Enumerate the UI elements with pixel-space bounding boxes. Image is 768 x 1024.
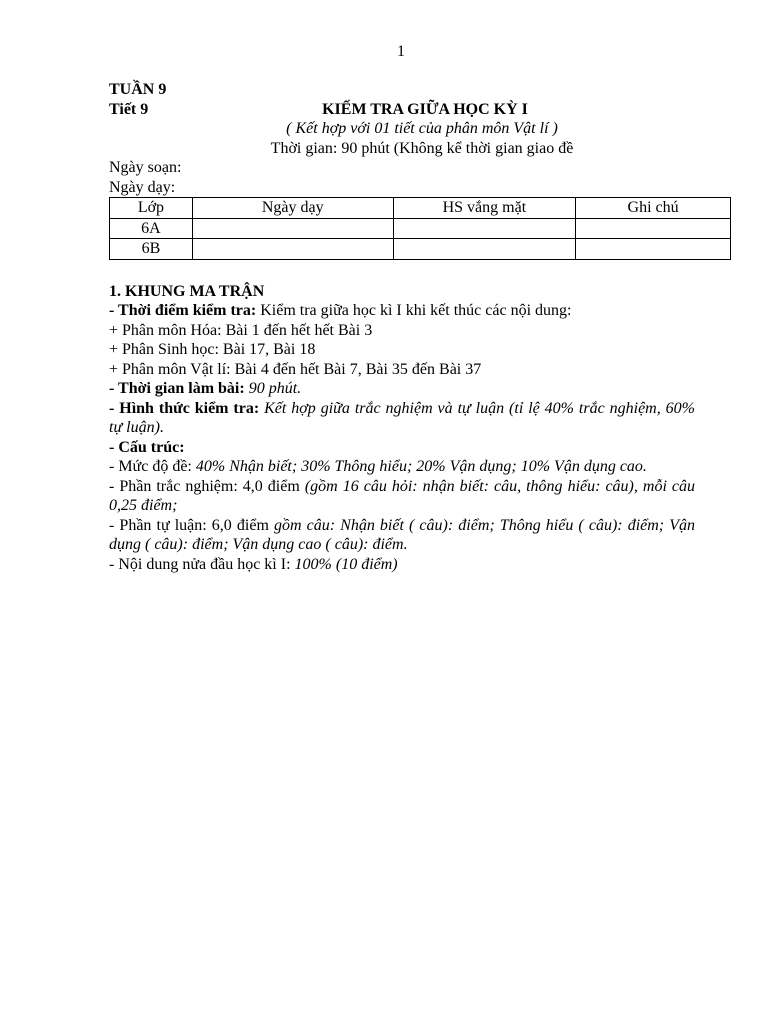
- structure-label: - Cấu trúc:: [109, 438, 185, 456]
- document-title: KIẾM TRA GIỮA HỌC KỲ I: [322, 100, 528, 118]
- title-row: [109, 100, 695, 120]
- table-cell: [192, 218, 393, 239]
- lesson-label: Tiết 9: [109, 100, 149, 118]
- level-paragraph: [109, 457, 695, 477]
- mc-value: (gồm 16 câu hỏi: nhận biết: câu, thông hiểu: câu), mỗi câu 0,25 điểm;: [109, 477, 696, 514]
- duration-label: - Thời gian làm bài:: [109, 380, 245, 397]
- table-cell: [576, 239, 731, 260]
- table-cell: 6B: [110, 239, 193, 260]
- prep-date-label: Ngày soạn:: [109, 159, 182, 176]
- table-cell: [576, 218, 731, 239]
- document-subtitle: ( Kết hợp với 01 tiết của phân môn Vật lí ): [286, 120, 558, 137]
- content-paragraph: [109, 555, 695, 575]
- format-value: Kết hợp giữa trắc nghiệm và tự luận (tỉ lệ 40% trắc nghiệm, 60% tự luận).: [109, 399, 695, 436]
- list-item: + Phân môn Vật lí: Bài 4 đến hết Bài 7, Bài 35 đến Bài 37: [109, 360, 482, 378]
- attendance-table: [109, 197, 731, 260]
- essay-value: gồm câu: Nhận biết ( câu): điểm; Thông hiểu ( câu): điểm; Vận dụng ( câu): điểm; Vận dụng cao ( câu): điểm.: [109, 516, 695, 553]
- timing-text: Kiểm tra giữa học kì I khi kết thúc các nội dung:: [256, 302, 572, 319]
- table-cell: 6A: [110, 218, 193, 239]
- table-header-cell: Lớp: [110, 198, 193, 219]
- level-value: 40% Nhận biết; 30% Thông hiểu; 20% Vận dụng; 10% Vận dụng cao.: [195, 458, 647, 475]
- table-row: [110, 239, 731, 260]
- table-header-cell: Ngày dạy: [192, 198, 393, 219]
- content-value: 100% (10 điểm): [294, 555, 398, 573]
- exam-duration: Thời gian: 90 phút (Không kể thời gian giao đề: [270, 139, 574, 157]
- table-header-cell: HS vắng mặt: [393, 198, 576, 219]
- timing-paragraph: [109, 301, 695, 321]
- duration-paragraph: [109, 379, 695, 399]
- section-heading: 1. KHUNG MA TRẬN: [109, 282, 265, 300]
- table-header-row: [110, 198, 731, 219]
- mc-prefix: - Phần trắc nghiệm: 4,0 điểm: [109, 477, 305, 495]
- page-number: 1: [397, 43, 405, 60]
- document-body: [109, 80, 695, 574]
- essay-paragraph: [109, 516, 695, 555]
- content-prefix: - Nội dung nửa đầu học kì I:: [109, 555, 295, 573]
- table-cell: [393, 239, 576, 260]
- table-row: [110, 218, 731, 239]
- list-item: + Phân Sinh học: Bài 17, Bài 18: [109, 341, 316, 358]
- multiple-choice-paragraph: [109, 477, 695, 516]
- table-header-cell: Ghi chú: [576, 198, 731, 219]
- format-label: - Hình thức kiểm tra:: [109, 399, 260, 417]
- week-label: TUẦN 9: [109, 81, 167, 98]
- table-cell: [393, 218, 576, 239]
- teach-date-label: Ngày dạy:: [109, 178, 176, 196]
- level-prefix: - Mức độ đề:: [109, 458, 196, 475]
- essay-prefix: - Phần tự luận: 6,0 điểm: [109, 516, 274, 534]
- format-paragraph: [109, 399, 695, 438]
- list-item: + Phân môn Hóa: Bài 1 đến hết hết Bài 3: [109, 321, 373, 339]
- table-cell: [192, 239, 393, 260]
- timing-label: - Thời điểm kiểm tra:: [109, 302, 257, 319]
- duration-value: 90 phút.: [244, 380, 302, 397]
